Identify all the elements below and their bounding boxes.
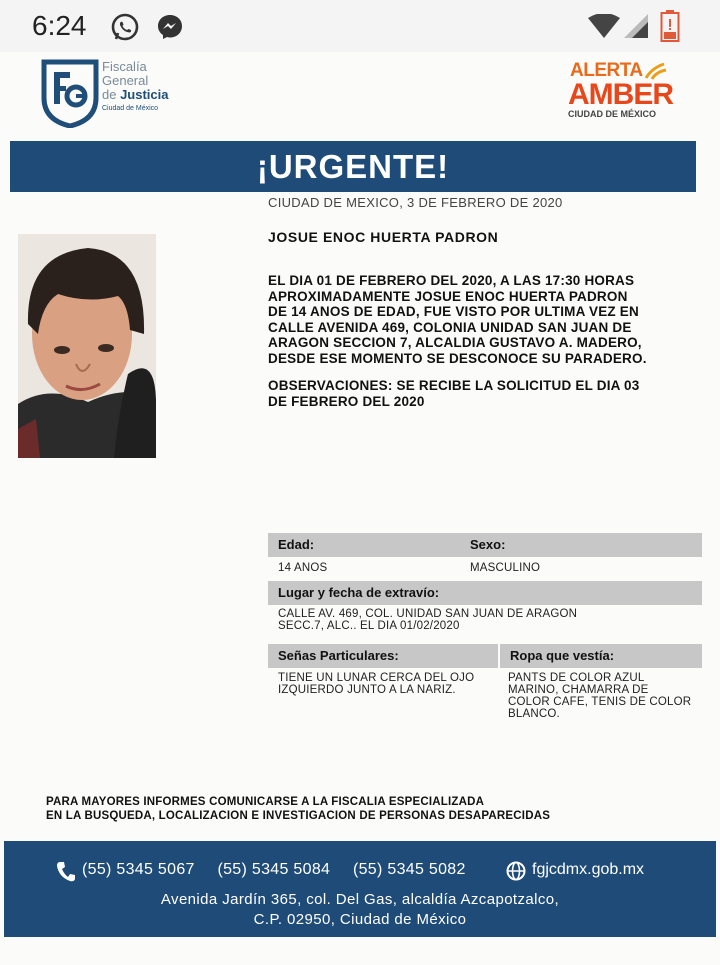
whatsapp-icon [110, 12, 140, 42]
footer-contact-bar [4, 841, 716, 937]
place-label: Lugar y fecha de extravío: [278, 585, 440, 600]
phone-2[interactable]: (55) 5345 5084 [217, 861, 331, 878]
clothes-header [500, 644, 702, 668]
place-value: CALLE AV. 469, COL. UNIDAD SAN JUAN DE ARAGON SECC.7, ALC.. EL DIA 01/02/2020 [278, 608, 578, 632]
amber-signal-icon [644, 60, 670, 80]
fgj-line2: General [102, 73, 149, 88]
phone-1[interactable]: (55) 5345 5067 [82, 861, 195, 878]
contact-note: PARA MAYORES INFORMES COMUNICARSE A LA FISCALIA ESPECIALIZADA EN LA BUSQUEDA, LOCALIZACION E INVESTIGACION DE PERSONAS DESAPARECIDAS [46, 796, 551, 822]
person-photo [18, 234, 156, 458]
fgj-line3: de Justicia [102, 87, 169, 102]
messenger-icon [155, 12, 185, 42]
amber-logo-line2: AMBER [568, 78, 673, 111]
phone-list [82, 861, 484, 879]
fgj-logo-text [102, 60, 169, 116]
marks-header [268, 644, 498, 668]
address-line2: C.P. 02950, Ciudad de México [253, 911, 467, 928]
sex-label: Sexo: [470, 537, 506, 552]
fgj-line4: Ciudad de México [102, 105, 159, 112]
fgj-logo-emblem [40, 58, 100, 128]
clothes-label: Ropa que vestía: [510, 648, 615, 663]
fgj-line1: Fiscalía [102, 59, 147, 74]
website-link[interactable]: fgjcdmx.gob.mx [532, 861, 645, 878]
place-header [268, 581, 702, 605]
address-line1: Avenida Jardín 365, col. Del Gas, alcaldía Azcapotzalco, [160, 891, 560, 908]
age-label: Edad: [278, 537, 315, 552]
age-value: 14 ANOS [278, 562, 328, 574]
date-line: CIUDAD DE MEXICO, 3 DE FEBRERO DE 2020 [268, 195, 563, 210]
person-name: JOSUE ENOC HUERTA PADRON [268, 229, 499, 245]
wifi-icon [588, 14, 620, 38]
battery-low-icon [660, 10, 680, 42]
urgent-banner: ¡URGENTE! [10, 141, 696, 192]
description-paragraph: EL DIA 01 DE FEBRERO DEL 2020, A LAS 17:30 HORAS APROXIMADAMENTE JOSUE ENOC HUERTA PADRON DE 14 ANOS DE EDAD, FUE VISTO POR ULTIMA VEZ EN CALLE AVENIDA 469, COLONIA UNIDAD SAN JUAN DE ARAGON SECCION 7, ALCALDIA GUSTAVO A. MADERO, DESDE ESE MOMENTO SE DESCONOCE SU PARADERO. [268, 273, 647, 366]
amber-logo-line1: ALERTA [570, 60, 643, 81]
sex-value: MASCULINO [470, 562, 541, 574]
phone-icon [56, 861, 76, 883]
clothes-value: PANTS DE COLOR AZUL MARINO, CHAMARRA DE COLOR CAFE, TENIS DE COLOR BLANCO. [508, 672, 692, 720]
status-bar [0, 0, 720, 52]
marks-value: TIENE UN LUNAR CERCA DEL OJO IZQUIERDO JUNTO A LA NARIZ. [278, 672, 475, 696]
globe-icon [506, 861, 526, 881]
marks-label: Señas Particulares: [278, 648, 399, 663]
status-time: 6:24 [32, 10, 87, 41]
observations-paragraph: OBSERVACIONES: SE RECIBE LA SOLICITUD EL DIA 03 DE FEBRERO DEL 2020 [268, 378, 640, 409]
amber-logo-line3: CIUDAD DE MÉXICO [568, 109, 657, 119]
signal-icon [624, 14, 648, 38]
phone-3[interactable]: (55) 5345 5082 [352, 861, 466, 878]
age-sex-header [268, 533, 702, 557]
